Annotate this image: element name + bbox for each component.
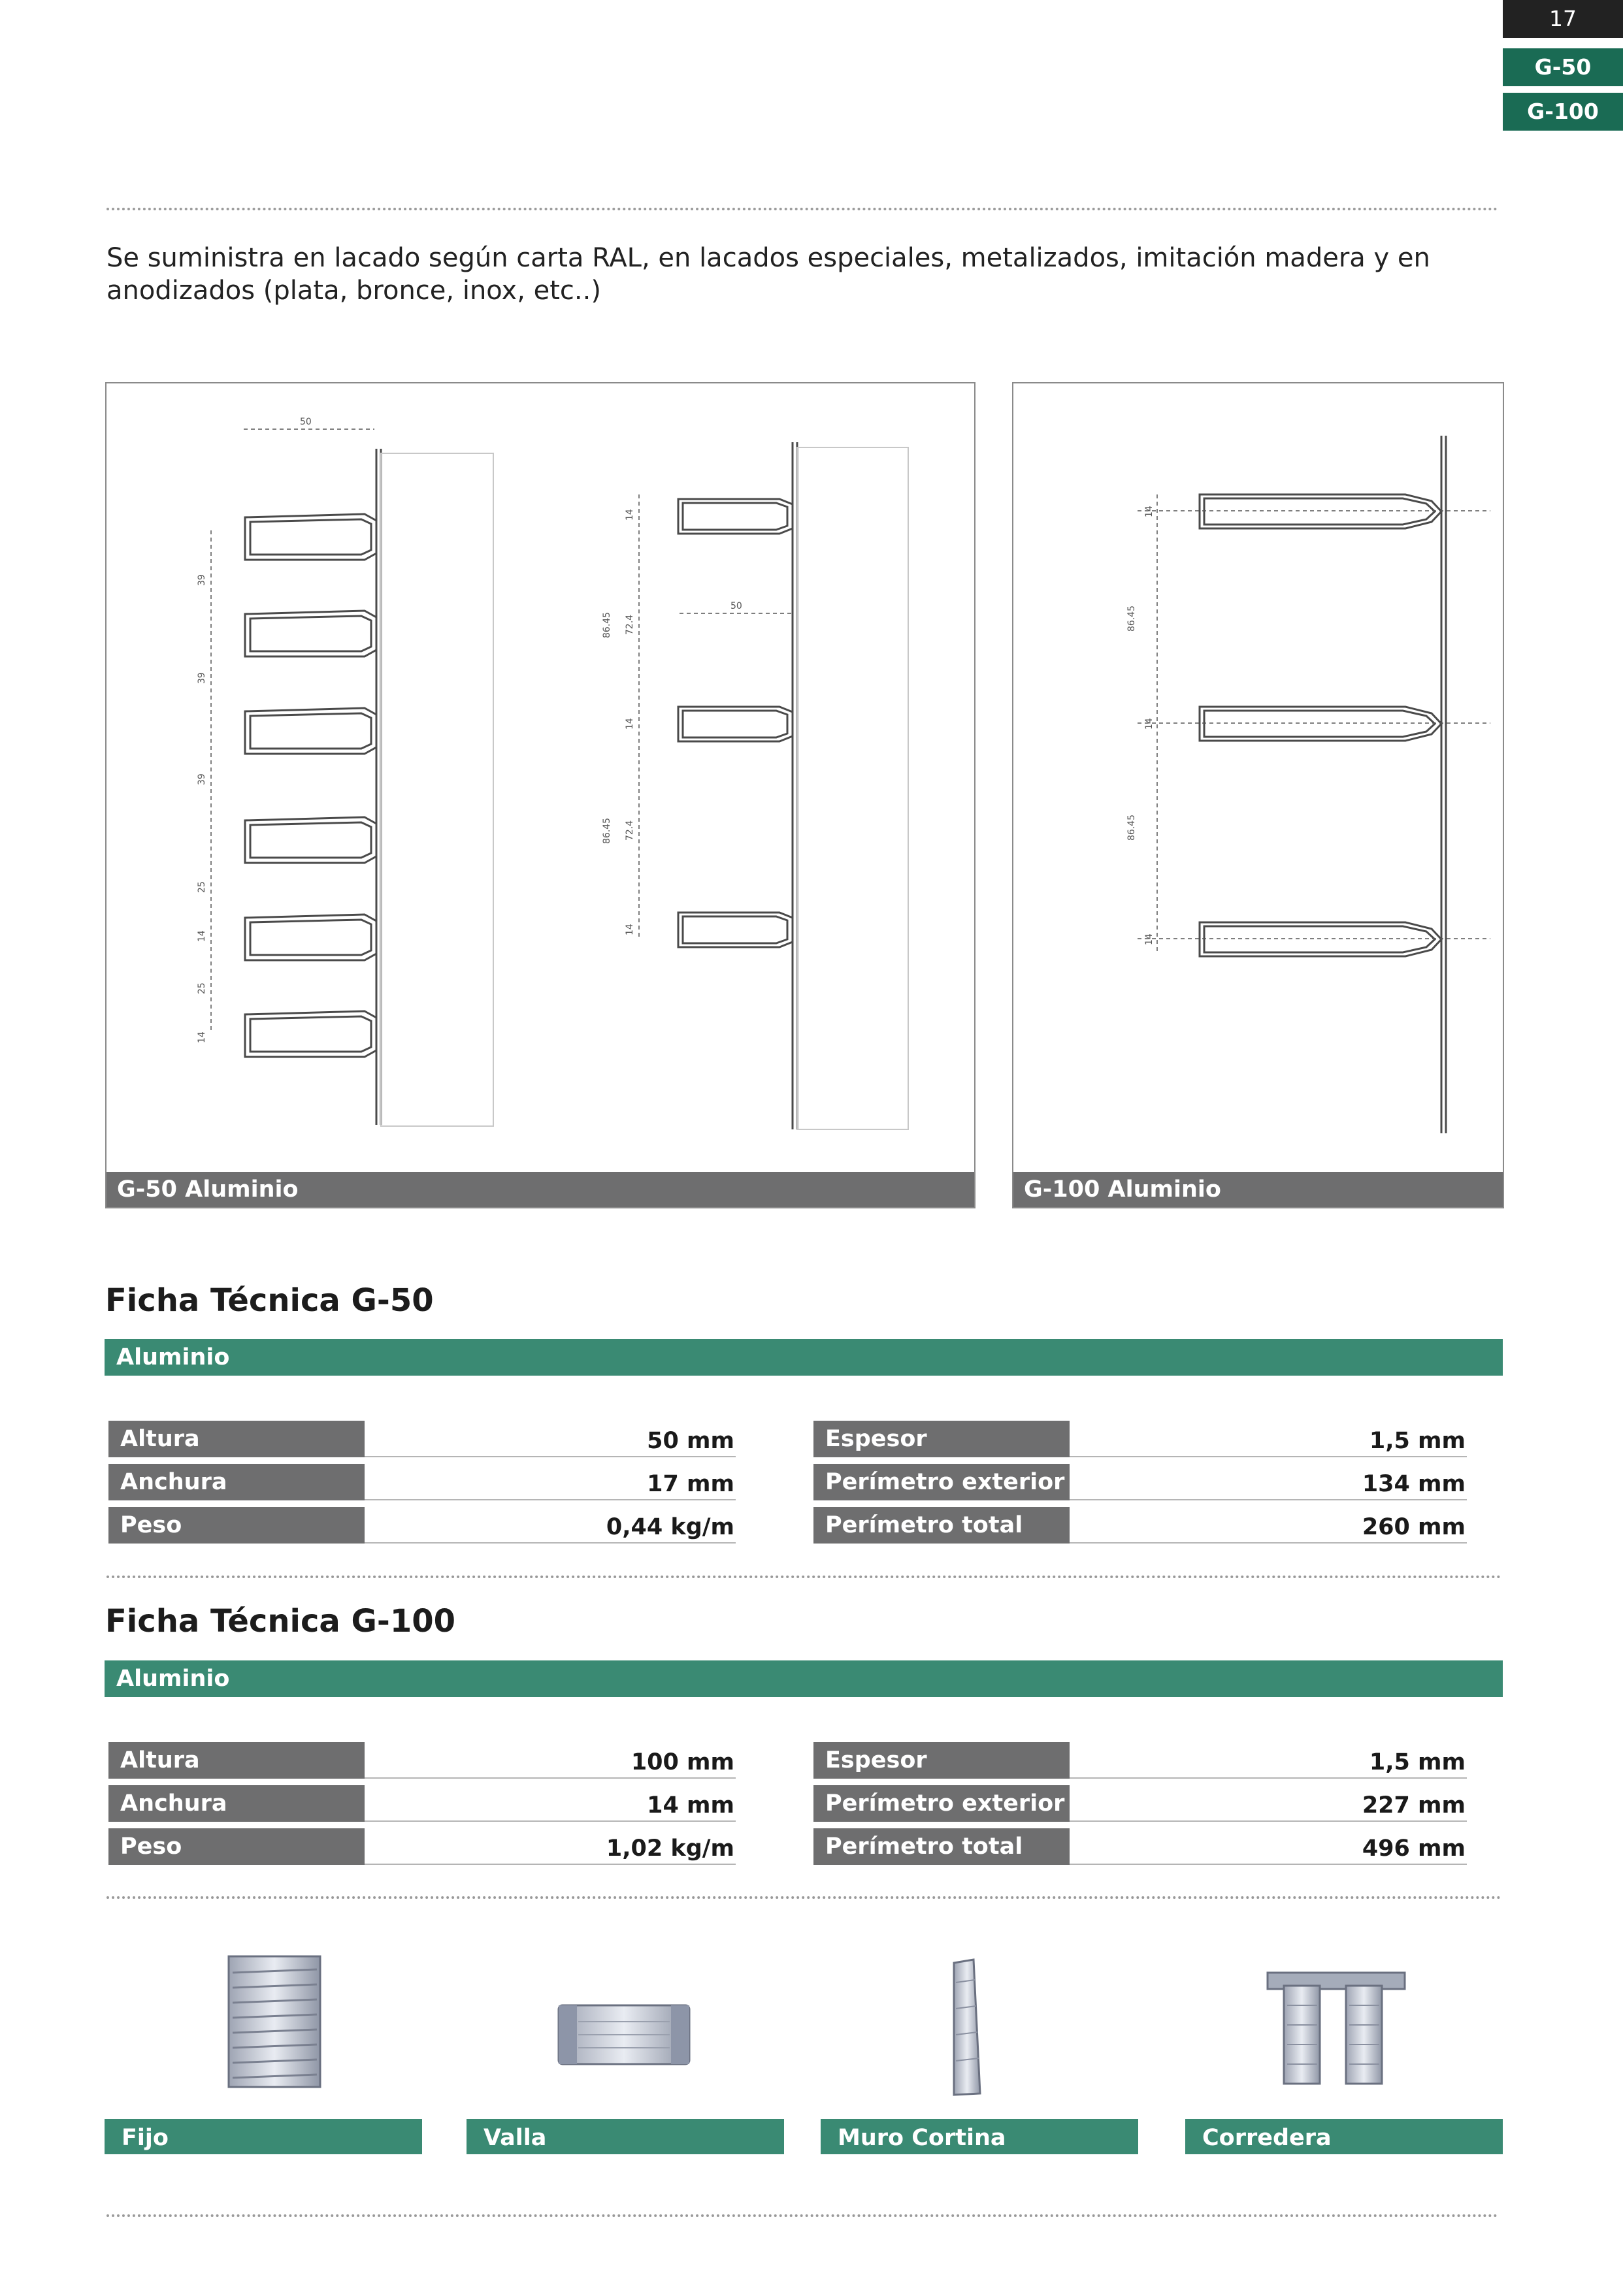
spec-label: Perímetro total <box>813 1828 1070 1865</box>
g50-drawing-panel <box>105 382 975 1208</box>
g100-profile-drawing <box>1013 383 1503 1167</box>
intro-text: Se suministra en lacado según carta RAL, en lacados especiales, metalizados, imitación madera y en anodizados (plata, bronce, inox, etc..) <box>107 243 1430 306</box>
g50-dim-r8645a: 86.45 <box>602 611 612 638</box>
sheet-g50-material: Aluminio <box>105 1339 1503 1376</box>
g50-profile-drawing <box>107 383 974 1167</box>
g100-dim-14b: 14 <box>1144 718 1155 730</box>
spec-value: 17 mm <box>365 1464 736 1500</box>
spec-row <box>108 1464 736 1500</box>
spec-value: 50 mm <box>365 1421 736 1457</box>
product-valla[interactable]: Valla <box>467 2119 784 2154</box>
divider <box>107 1896 1501 1899</box>
g50-dim-r14c: 14 <box>625 924 635 935</box>
spec-value: 14 mm <box>365 1785 736 1822</box>
g100-drawing-panel <box>1012 382 1504 1208</box>
tab-g100[interactable]: G-100 <box>1503 93 1623 131</box>
spec-label: Peso <box>108 1507 365 1544</box>
g50-drawing-caption: G-50 Aluminio <box>107 1172 974 1207</box>
g50-dim-39a: 39 <box>197 574 207 586</box>
spec-label: Anchura <box>108 1464 365 1500</box>
g50-dim-25a: 25 <box>197 881 207 893</box>
spec-value: 227 mm <box>1070 1785 1467 1822</box>
product-corredera[interactable]: Corredera <box>1185 2119 1503 2154</box>
divider <box>107 208 1498 210</box>
g50-dim-r14b: 14 <box>625 718 635 730</box>
spec-row <box>813 1507 1467 1544</box>
corredera-product-image <box>1261 1966 1411 2087</box>
divider <box>107 2214 1498 2217</box>
g100-dim-14a: 14 <box>1144 506 1155 517</box>
sheet-g100-material: Aluminio <box>105 1660 1503 1697</box>
spec-label: Altura <box>108 1742 365 1779</box>
g50-dim-14a: 14 <box>197 930 207 942</box>
g50-dim-r14a: 14 <box>625 509 635 521</box>
spec-value: 0,44 kg/m <box>365 1507 736 1544</box>
spec-value: 260 mm <box>1070 1507 1467 1544</box>
spec-row <box>813 1464 1467 1500</box>
spec-label: Anchura <box>108 1785 365 1822</box>
fijo-product-image <box>222 1950 333 2097</box>
spec-row <box>108 1785 736 1822</box>
spec-label: Perímetro total <box>813 1507 1070 1544</box>
g100-dim-8645b: 86.45 <box>1126 814 1137 841</box>
spec-label: Espesor <box>813 1742 1070 1779</box>
g50-dim-39c: 39 <box>197 773 207 785</box>
spec-row <box>108 1742 736 1779</box>
g50-dim-top: 50 <box>300 417 312 427</box>
g100-dim-14c: 14 <box>1144 933 1155 945</box>
g50-dim-39b: 39 <box>197 672 207 684</box>
spec-row <box>108 1507 736 1544</box>
sheet-g50-title: Ficha Técnica G-50 <box>105 1282 434 1319</box>
spec-row <box>813 1421 1467 1457</box>
g50-dim-r724a: 72.4 <box>625 614 635 635</box>
spec-value: 100 mm <box>365 1742 736 1779</box>
g100-drawing-caption: G-100 Aluminio <box>1013 1172 1503 1207</box>
spec-row <box>108 1828 736 1865</box>
spec-row <box>813 1785 1467 1822</box>
g50-dim-25b: 25 <box>197 982 207 994</box>
valla-product-image <box>552 1992 696 2077</box>
page-number: 17 <box>1503 0 1623 38</box>
g50-dim-14b: 14 <box>197 1031 207 1043</box>
product-fijo[interactable]: Fijo <box>105 2119 422 2154</box>
tab-g50[interactable]: G-50 <box>1503 48 1623 86</box>
spec-label: Espesor <box>813 1421 1070 1457</box>
spec-label: Peso <box>108 1828 365 1865</box>
spec-value: 496 mm <box>1070 1828 1467 1865</box>
spec-row <box>108 1421 736 1457</box>
g50-dim-r50: 50 <box>730 601 742 611</box>
spec-value: 1,5 mm <box>1070 1421 1467 1457</box>
spec-value: 1,5 mm <box>1070 1742 1467 1779</box>
spec-label: Perímetro exterior <box>813 1785 1070 1822</box>
product-muro-cortina[interactable]: Muro Cortina <box>821 2119 1138 2154</box>
spec-value: 134 mm <box>1070 1464 1467 1500</box>
g100-dim-8645a: 86.45 <box>1126 605 1137 632</box>
sheet-g100-title: Ficha Técnica G-100 <box>105 1603 456 1640</box>
spec-label: Perímetro exterior <box>813 1464 1070 1500</box>
spec-row <box>813 1828 1467 1865</box>
spec-row <box>813 1742 1467 1779</box>
spec-label: Altura <box>108 1421 365 1457</box>
divider <box>107 1576 1501 1578</box>
muro-cortina-product-image <box>944 1956 990 2100</box>
g50-dim-r724b: 72.4 <box>625 820 635 841</box>
g50-dim-r8645b: 86.45 <box>602 817 612 844</box>
spec-value: 1,02 kg/m <box>365 1828 736 1865</box>
